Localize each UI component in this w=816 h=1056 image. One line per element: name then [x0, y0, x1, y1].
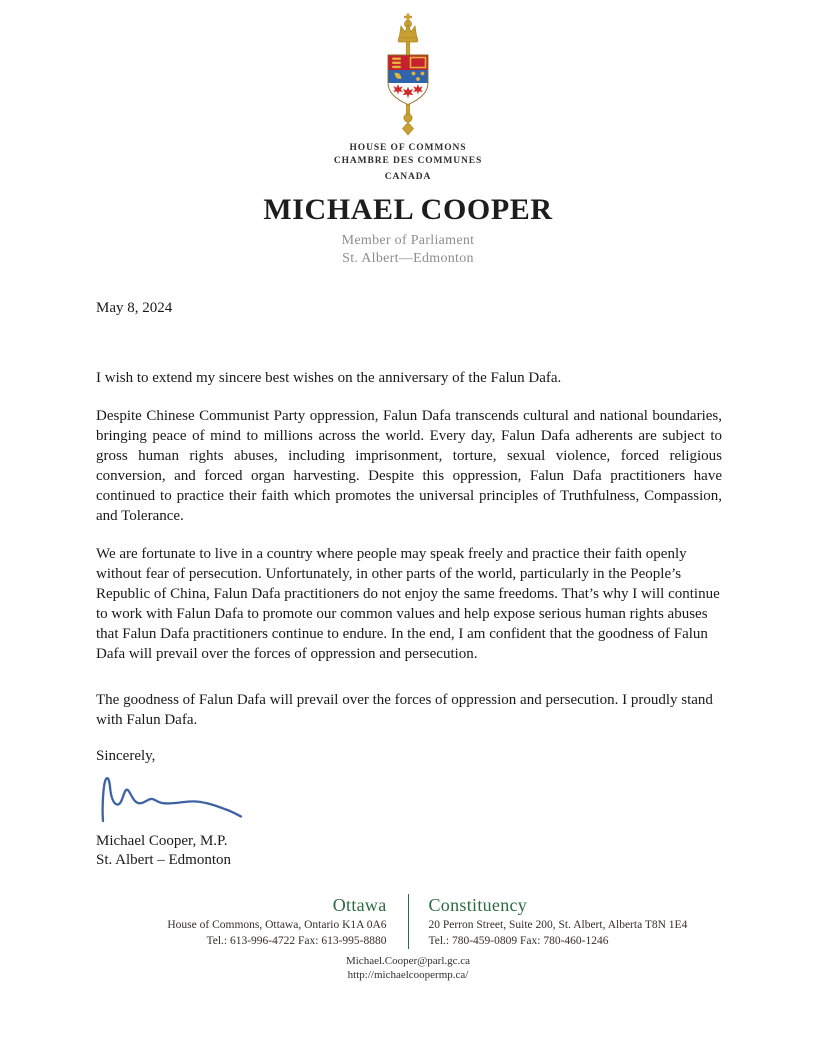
ottawa-office: [78, 894, 408, 949]
org-name-en: HOUSE OF COMMONS: [349, 143, 467, 153]
mp-riding: St. Albert—Edmonton: [342, 251, 474, 266]
paragraph-freedoms: We are fortunate to live in a country where people may speak freely and practice their faith openly without fear of persecution. Unfortunately, in other parts of the world, particularly in the People’s Republic of China, Falun Dafa practitioners do not enjoy the same freedoms. That’s why I will continue to work with Falun Dafa to promote our common values and help expose serious human rights abuses that Falun Dafa practitioners continue to endure. In the end, I am confident that the goodness of Falun Dafa will prevail over the forces of oppression and persecution.: [96, 546, 720, 662]
email-address: Michael.Cooper@parl.gc.ca: [345, 955, 471, 967]
website-url: http://michaelcoopermp.ca/: [347, 968, 469, 981]
paragraph-oppression: Despite Chinese Communist Party oppression, Falun Dafa transcends cultural and national boundaries, bringing peace of mind to millions across the world. Every day, Falun Dafa adherents are subject to gross human rights abuses, including imprisonment, torture, sexual violence, forced religious conversion, and forced organ harvesting. Despite this oppression, Falun Dafa practitioners have continued to practice their faith which promotes the universal principles of Truthfulness, Compassion, and Tolerance.: [96, 408, 722, 524]
michael-cooper-signature-icon: [96, 772, 244, 824]
org-country: CANADA: [384, 172, 432, 182]
constituency-address: 20 Perron Street, Suite 200, St. Albert, Alberta T8N 1E4: [428, 919, 688, 931]
letter-body: [0, 298, 816, 870]
paragraph-stand: The goodness of Falun Dafa will prevail over the forces of oppression and persecution. I proudly stand with Falun Dafa.: [96, 692, 713, 728]
closing-salutation: Sincerely,: [96, 748, 156, 764]
constituency-office: [409, 894, 739, 949]
mp-title: Member of Parliament: [341, 233, 475, 248]
signer-name: Michael Cooper, M.P.: [96, 833, 228, 849]
ottawa-heading: Ottawa: [332, 895, 387, 915]
constituency-heading: Constituency: [428, 895, 528, 915]
office-columns: [0, 894, 816, 949]
letterhead: [0, 0, 816, 268]
signer-riding: St. Albert – Edmonton: [96, 852, 231, 868]
letter-footer: [0, 894, 816, 982]
ottawa-phone: Tel.: 613-996-4722 Fax: 613-995-8880: [206, 934, 387, 947]
mp-name: MICHAEL COOPER: [263, 193, 553, 226]
letter-date: May 8, 2024: [96, 300, 173, 316]
ottawa-address: House of Commons, Ottawa, Ontario K1A 0A6: [167, 919, 387, 931]
org-name-fr: CHAMBRE DES COMMUNES: [333, 156, 483, 166]
house-of-commons-crest-icon: [379, 12, 437, 136]
paragraph-greeting: I wish to extend my sincere best wishes on the anniversary of the Falun Dafa.: [96, 370, 562, 386]
constituency-phone: Tel.: 780-459-0809 Fax: 780-460-1246: [428, 934, 609, 947]
contact-block: [0, 955, 816, 982]
